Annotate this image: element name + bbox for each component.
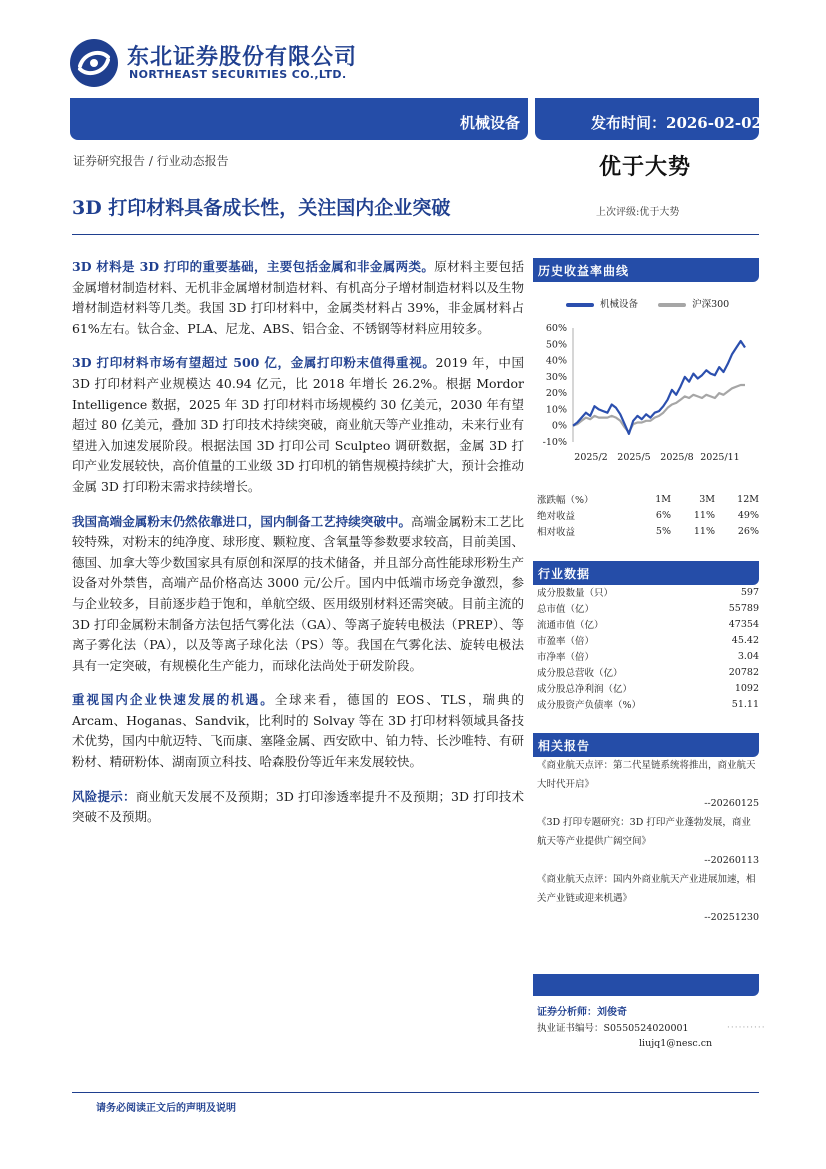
report-date: --20260125: [704, 798, 759, 809]
legend-swatch-gray: [658, 303, 686, 307]
perf-cell: 绝对收益: [537, 511, 576, 522]
analyst-cert: 执业证书编号：S0550524020001: [537, 1023, 689, 1034]
company-name-cn: 东北证券股份有限公司: [127, 45, 358, 70]
y-tick-label: -10%: [542, 437, 567, 448]
paragraph-lead: 3D 打印材料市场有望超过 500 亿，金属打印粉末值得重视。: [72, 355, 436, 371]
perf-cell: 11%: [693, 525, 715, 537]
analyst-section-header: [533, 974, 759, 996]
table-row: [537, 523, 759, 539]
ind-label: 成分股总净利润（亿）: [537, 684, 633, 695]
ind-value: 3.04: [737, 650, 759, 662]
x-tick-label: 2025/8: [660, 452, 694, 463]
y-tick-label: 10%: [545, 404, 567, 416]
company-name-en: NORTHEAST SECURITIES CO.,LTD.: [129, 68, 347, 81]
legend-label-0: 机械设备: [600, 299, 639, 310]
table-row: [537, 507, 759, 523]
paragraph-lead: 我国高端金属粉末仍然依靠进口，国内制备工艺持续突破中。: [72, 513, 412, 529]
ind-value: 1092: [734, 682, 759, 694]
y-tick-label: 20%: [545, 388, 567, 400]
chart-legend: [566, 296, 729, 310]
table-row: [537, 600, 759, 616]
y-tick-label: 30%: [545, 371, 567, 383]
paragraph-text: 商业航天发展不及预期；3D 打印渗透率提升不及预期；3D 打印技术突破不及预期。: [72, 788, 524, 825]
performance-table: [537, 491, 759, 539]
perf-header-cell: 3M: [699, 493, 715, 505]
perf-cell: 26%: [737, 525, 759, 537]
ind-value: 45.42: [731, 634, 759, 646]
publish-date: 发布时间：2026-02-02: [591, 114, 762, 132]
body-paragraph: [72, 512, 524, 677]
footer-divider: [72, 1092, 759, 1093]
x-tick-label: 2025/2: [574, 452, 608, 463]
related-reports: [537, 756, 759, 927]
perf-cell: 11%: [693, 509, 715, 521]
paragraph-text: 全球来看，德国的 EOS、TLS，瑞典的 Arcam、Hoganas、Sandvik，比利时的 Solvay 等在 3D 打印材料领域具备技术优势，国内中航迈特、飞而康、塞隆金属、西安欧中、铂力特、长沙唯特、有研粉材、精研粉体、湖南顶立科技、哈森股份等近年来发展较快。: [72, 692, 524, 770]
title-divider: [72, 234, 759, 235]
industry-banner: [70, 98, 528, 140]
perf-cell: 49%: [737, 509, 759, 521]
table-row: [537, 648, 759, 664]
report-body: [72, 257, 524, 842]
perf-header-cell: 1M: [655, 493, 671, 505]
paragraph-text: 高端金属粉末工艺比较特殊，对粉末的纯净度、球形度、颗粒度、含氧量等参数要求较高，目前美国、德国、加拿大等少数国家具有原创和深厚的技术储备，并且部分高性能球形粉生产设备对外禁售，高端产品价格高达 3000 元/公斤。国内中低端市场竞争激烈，参与企业较多，目前逐步趋于饱和，单航空级、医用级别材料还需突破。目前主流的 3D 打印金属粉末制备方法包括气雾化法（GA）、等离子旋转电极法（PREP）、等离子雾化法（PA），以及等离子球化法（PS）等。我国在气雾化法、旋转电极法具有一定突破，有规模化生产能力，而球化法尚处于研发阶段。: [72, 513, 524, 673]
industry-section-title: 行业数据: [538, 567, 591, 581]
body-paragraph: [72, 690, 524, 772]
y-tick-label: 40%: [545, 355, 567, 367]
perf-cell: 6%: [655, 509, 671, 521]
report-date: --20251230: [704, 912, 759, 923]
perf-header-cell: 涨跌幅（%）: [537, 495, 594, 506]
reports-section-title: 相关报告: [538, 739, 591, 753]
return-chart: [533, 320, 759, 468]
risk-paragraph: [72, 787, 524, 828]
y-tick-label: 50%: [545, 339, 567, 351]
analyst-name: 证券分析师：刘俊奇: [537, 1007, 627, 1018]
paragraph-text: 原材料主要包括金属增材制造材料、无机非金属增材制造材料、有机高分子增材制造材料以及生物增材制造材料等几类。我国 3D 打印材料中，金属类材料占 39%，非金属材料占 61%左右。钛合金、PLA、尼龙、ABS、铝合金、不锈钢等材料应用较多。: [72, 259, 524, 336]
ind-label: 市净率（倍）: [537, 652, 595, 663]
analyst-email[interactable]: liujq1@nesc.cn: [639, 1038, 713, 1049]
breadcrumb: 证券研究报告 / 行业动态报告: [73, 154, 229, 168]
ind-label: 成分股资产负债率（%）: [537, 700, 642, 711]
perf-header-cell: 12M: [737, 493, 759, 505]
reports-section-header: [533, 733, 759, 757]
report-title[interactable]: 《商业航天点评：第二代星链系统将推出，商业航天大时代开启》: [537, 760, 756, 790]
rating-current: 优于大势: [599, 154, 692, 180]
rating-previous: 上次评级:优于大势: [596, 207, 680, 218]
table-row: [537, 664, 759, 680]
perf-cell: 5%: [655, 525, 671, 537]
industry-label: 机械设备: [459, 114, 520, 132]
company-logo-icon: [70, 39, 118, 87]
ind-value: 597: [740, 586, 759, 598]
chart-section-title: 历史收益率曲线: [538, 264, 630, 278]
page-title: 3D 打印材料具备成长性，关注国内企业突破: [72, 197, 451, 219]
ind-value: 20782: [728, 666, 759, 678]
perf-cell: 相对收益: [537, 527, 576, 538]
report-title[interactable]: 《商业航天点评：国内外商业航天产业进展加速，相关产业链或迎来机遇》: [537, 874, 756, 904]
ind-label: 市盈率（倍）: [537, 636, 595, 647]
chart-section-header: [533, 258, 759, 282]
body-paragraph: [72, 353, 524, 497]
table-row: [537, 680, 759, 696]
decorative-dots: ··········: [727, 1023, 766, 1033]
y-tick-label: 0%: [551, 420, 567, 432]
report-title[interactable]: 《3D 打印专题研究：3D 打印产业蓬勃发展，商业航天等产业提供广阔空间》: [537, 817, 751, 847]
ind-label: 总市值（亿）: [537, 604, 595, 615]
paragraph-text: 2019 年，中国 3D 打印材料产业规模达 40.94 亿元，比 2018 年增长 26.2%。根据 Mordor Intelligence 数据，2025 年 3D 打印材料市场规模约 30 亿美元，2030 年有望超过 80 亿美元，叠加 3D 打印技术持续突破，商业航天等产业推动，未来行业有望进入加速发展阶段。根据法国 3D 打印公司 Sculpteo 调研数据，金属 3D 打印产业发展较快，高价值量的工业级 3D 打印机的销售规模持续扩大，预计会推动金属 3D 打印粉末需求持续增长。: [72, 355, 525, 494]
x-tick-label: 2025/5: [617, 452, 651, 463]
ind-label: 成分股总营收（亿）: [537, 668, 623, 679]
body-paragraph: [72, 257, 524, 339]
perf-header-row: [537, 491, 759, 507]
industry-section-header: [533, 561, 759, 585]
ind-value: 55789: [728, 602, 759, 614]
y-tick-label: 60%: [545, 323, 567, 334]
table-row: [537, 696, 759, 712]
footer-disclaimer: 请务必阅读正文后的声明及说明: [96, 1103, 236, 1114]
ind-value: 51.11: [731, 698, 759, 710]
table-row: [537, 584, 759, 600]
ind-label: 成分股数量（只）: [537, 588, 614, 599]
industry-table: [537, 584, 759, 712]
paragraph-lead: 风险提示：: [72, 788, 136, 804]
ind-value: 47354: [728, 618, 759, 630]
ind-label: 流通市值（亿）: [537, 620, 604, 631]
paragraph-lead: 3D 材料是 3D 打印的重要基础，主要包括金属和非金属两类。: [72, 259, 435, 274]
publish-banner: [535, 98, 762, 140]
report-date: --20260113: [704, 855, 759, 866]
legend-swatch-blue: [566, 303, 594, 307]
paragraph-lead: 重视国内企业快速发展的机遇。: [72, 692, 275, 708]
x-tick-label: 2025/11: [700, 452, 740, 463]
table-row: [537, 632, 759, 648]
table-row: [537, 616, 759, 632]
logo-swirl-icon: [70, 39, 118, 87]
series-line-0: [573, 341, 745, 434]
legend-label-1: 沪深300: [692, 299, 730, 310]
